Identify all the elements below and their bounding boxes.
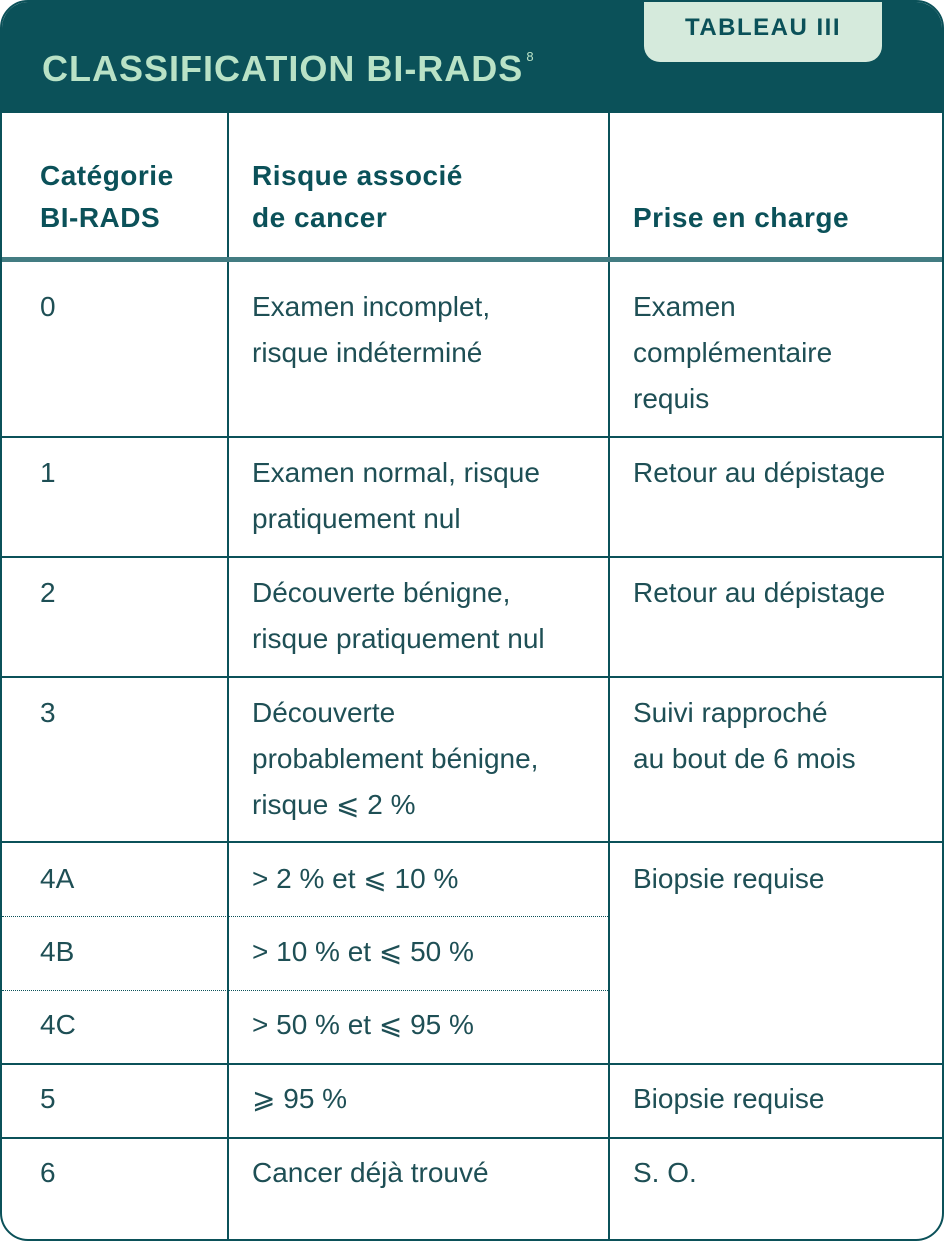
row-separator [2, 556, 942, 558]
column-header-management: Prise en charge [633, 202, 850, 233]
row-3-management: Suivi rapproché au bout de 6 mois [633, 697, 856, 774]
footnote-reference: 8 [526, 49, 534, 64]
row-1-category: 1 [40, 457, 56, 488]
row-3-category: 3 [40, 697, 56, 728]
row-4b-category: 4B [40, 936, 75, 967]
subrow-separator [2, 990, 608, 991]
row-4a-category: 4A [40, 863, 75, 894]
row-separator [2, 841, 942, 843]
row-4c-risk: > 50 % et ⩽ 95 % [252, 1009, 474, 1040]
row-5-management: Biopsie requise [633, 1083, 825, 1114]
row-2-category: 2 [40, 577, 56, 608]
row-6-risk: Cancer déjà trouvé [252, 1157, 489, 1188]
table-number-badge: TABLEAU III [644, 0, 882, 62]
row-4a-risk: > 2 % et ⩽ 10 % [252, 863, 459, 894]
row-5-category: 5 [40, 1083, 56, 1114]
row-1-risk: Examen normal, risque pratiquement nul [252, 457, 540, 534]
table-header-bar [2, 2, 942, 113]
header-separator [2, 257, 942, 262]
row-3-risk: Découverte probablement bénigne, risque ⩽ 2 % [252, 697, 539, 820]
table-title: CLASSIFICATION BI-RADS $^8$ [42, 48, 534, 89]
row-separator [2, 436, 942, 438]
row-separator [2, 1137, 942, 1139]
column-header-category: Catégorie BI-RADS [40, 160, 174, 233]
row-6-category: 6 [40, 1157, 56, 1188]
row-0-category: 0 [40, 291, 56, 322]
column-header-risk: Risque associé de cancer [252, 160, 463, 233]
row-0-risk: Examen incomplet, risque indéterminé [252, 291, 491, 368]
row-separator [2, 1063, 942, 1065]
row-5-risk: ⩾ 95 % [252, 1083, 348, 1114]
row-1-management: Retour au dépistage [633, 457, 886, 488]
row-2-management: Retour au dépistage [633, 577, 886, 608]
row-2-risk: Découverte bénigne, risque pratiquement nul [252, 577, 545, 654]
subrow-separator [2, 916, 608, 917]
row-6-management: S. O. [633, 1157, 697, 1188]
row-4-group-management: Biopsie requise [633, 863, 825, 894]
row-0-management: Examen complémentaire requis [633, 291, 833, 414]
row-separator [2, 676, 942, 678]
row-4b-risk: > 10 % et ⩽ 50 % [252, 936, 474, 967]
row-4c-category: 4C [40, 1009, 76, 1040]
